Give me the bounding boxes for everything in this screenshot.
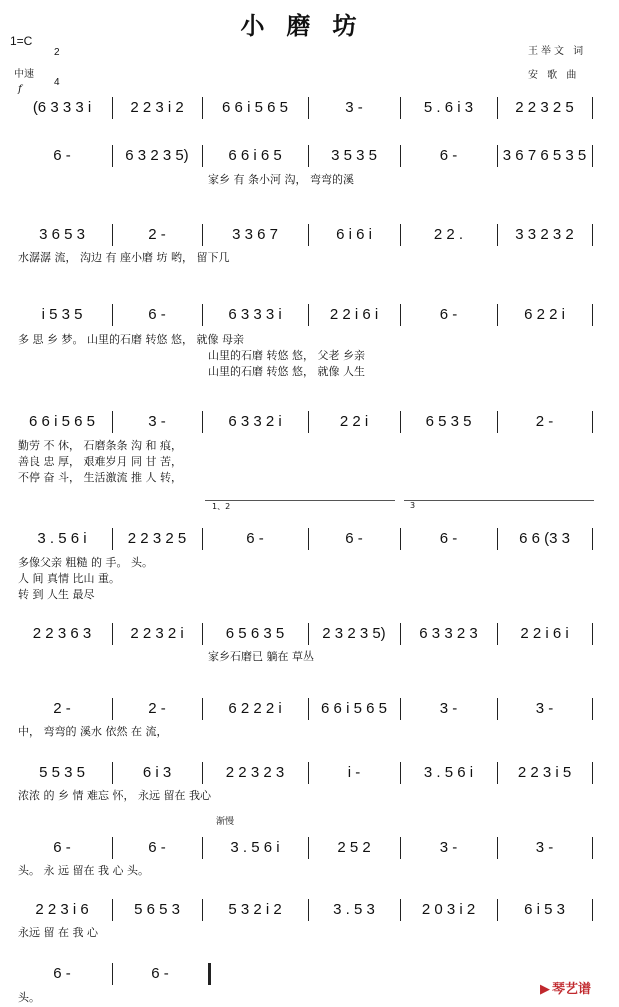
bar-line — [202, 762, 203, 784]
bar-line — [497, 528, 498, 550]
measure: 6 6 (3 3 — [519, 530, 570, 547]
lyric-line: 转 到 人生 最尽 — [18, 588, 95, 601]
time-signature-top: 2 — [54, 47, 60, 58]
measure: 2 3 2 3 5) — [322, 625, 386, 642]
measure: 6 - — [53, 965, 71, 982]
lyric-line: 多像父亲 粗糙 的 手。 头。 — [18, 556, 153, 569]
measure: 5 6 5 3 — [134, 901, 180, 918]
measure: 2 2 3 i 2 — [130, 99, 184, 116]
bar-line — [112, 963, 113, 985]
lyric-line: 山里的石磨 转悠 悠， 父老 乡亲 — [208, 349, 365, 362]
bar-line — [202, 97, 203, 119]
lyric-line: 勤劳 不 休， 石磨条条 沟 和 痕， — [18, 439, 182, 452]
lyric-line: 家乡石磨已 躺在 草丛 — [208, 650, 314, 663]
bar-line — [308, 837, 309, 859]
bar-line — [202, 224, 203, 246]
lyric-line: 水潺潺 流， 沟边 有 座小磨 坊 哟， 留下几 — [18, 251, 230, 264]
measure: 3 - — [535, 839, 554, 856]
measure: 2 2 . — [433, 226, 464, 243]
measure: 2 2 3 2 i — [130, 625, 184, 642]
measure: i 5 3 5 — [41, 306, 83, 323]
bar-line — [112, 304, 113, 326]
measure: 6 - — [148, 839, 166, 856]
lyric-line: 家乡 有 条小河 沟， 弯弯的溪 — [208, 173, 354, 186]
measure: 6 6 i 5 6 5 — [222, 99, 288, 116]
measure: 6 - — [148, 306, 166, 323]
bar-line — [497, 145, 498, 167]
bar-line — [592, 145, 593, 167]
measure: 3 . 5 6 i — [37, 530, 87, 547]
bar-line — [497, 837, 498, 859]
measure: 6 - — [53, 839, 71, 856]
lyric-line: 不停 奋 斗， 生活激流 推 人 转， — [18, 471, 182, 484]
bar-line — [308, 304, 309, 326]
measure: 2 2 3 6 3 — [32, 625, 92, 642]
bar-line — [592, 304, 593, 326]
measure: 5 5 3 5 — [39, 764, 85, 781]
bar-line — [202, 145, 203, 167]
bar-line — [592, 698, 593, 720]
bar-line — [400, 837, 401, 859]
bar-line — [202, 411, 203, 433]
staff-row — [0, 621, 619, 663]
lyric-line: 浓浓 的 乡 情 难忘 怀， 永远 留在 我心 — [18, 789, 211, 802]
bar-line — [308, 623, 309, 645]
bar-line — [592, 411, 593, 433]
measure: i - — [347, 764, 361, 781]
measure: 2 5 2 — [337, 839, 371, 856]
time-signature — [54, 28, 60, 98]
bar-line — [112, 97, 113, 119]
composer-credit: 安 歌 曲 — [528, 70, 580, 81]
bar-line — [497, 762, 498, 784]
lyric-line: 多 思 乡 梦。 山里的石磨 转悠 悠， 就像 母亲 — [18, 333, 244, 346]
lyric-line: 头。 — [18, 991, 40, 1004]
measure: 3 - — [439, 839, 458, 856]
bar-line — [112, 698, 113, 720]
bar-line — [592, 837, 593, 859]
bar-line — [208, 963, 211, 985]
measure: 6 - — [345, 530, 363, 547]
volta-bracket-1 — [205, 500, 395, 501]
measure: 6 5 3 5 — [425, 413, 472, 430]
measure: 5 . 6 i 3 — [423, 99, 474, 116]
measure: 3 - — [345, 99, 363, 116]
measure: 2 0 3 i 2 — [421, 901, 476, 918]
measure: 6 i 5 3 — [524, 901, 565, 918]
bar-line — [497, 623, 498, 645]
measure: 6 2 2 2 i — [228, 700, 282, 717]
staff-row — [0, 143, 619, 186]
measure: 2 2 i 6 i — [520, 625, 569, 642]
measure: 2 2 3 2 5 — [127, 530, 187, 547]
bar-line — [592, 224, 593, 246]
key-signature: 1=C — [10, 34, 33, 48]
bar-line — [400, 411, 401, 433]
volta-3-label: 3 — [410, 501, 416, 510]
staff-row — [0, 835, 619, 877]
bar-line — [112, 411, 113, 433]
bar-line — [400, 762, 401, 784]
measure: 6 3 3 3 i — [228, 306, 282, 323]
measure: 3 - — [148, 413, 166, 430]
bar-line — [592, 623, 593, 645]
lyric-line: 人 间 真情 比山 重。 — [18, 572, 120, 585]
bar-line — [202, 623, 203, 645]
bar-line — [497, 97, 498, 119]
bar-line — [308, 762, 309, 784]
dynamic-marking: f — [18, 84, 22, 95]
bar-line — [202, 304, 203, 326]
measure: 2 - — [53, 700, 71, 717]
measure: 6 - — [439, 147, 458, 164]
bar-line — [592, 899, 593, 921]
bar-line — [202, 528, 203, 550]
staff-row — [0, 222, 619, 264]
measure: 6 3 3 2 3 — [419, 625, 478, 642]
bar-line — [400, 224, 401, 246]
measure: 5 3 2 i 2 — [228, 901, 282, 918]
measure: 3 . 5 3 — [333, 901, 375, 918]
measure: 2 - — [535, 413, 554, 430]
measure: 3 - — [439, 700, 458, 717]
bar-line — [202, 899, 203, 921]
measure: 6 6 i 6 5 — [228, 147, 282, 164]
bar-line — [592, 762, 593, 784]
bar-line — [112, 528, 113, 550]
bar-line — [112, 145, 113, 167]
bar-line — [112, 623, 113, 645]
logo-text: 琴艺谱 — [552, 982, 592, 997]
bar-line — [112, 899, 113, 921]
song-title: 小磨坊 — [240, 12, 379, 40]
bar-line — [400, 304, 401, 326]
measure: 3 3 2 3 2 — [515, 226, 574, 243]
measure: 2 2 3 i 6 — [35, 901, 89, 918]
bar-line — [308, 145, 309, 167]
measure: 3 5 3 5 — [331, 147, 377, 164]
bar-line — [497, 411, 498, 433]
measure: 6 - — [246, 530, 264, 547]
measure: 6 6 i 5 6 5 — [29, 413, 95, 430]
measure: 2 2 i 6 i — [329, 306, 379, 323]
staff-row — [0, 95, 619, 123]
staff-row — [0, 302, 619, 378]
bar-line — [400, 145, 401, 167]
measure: 2 - — [148, 700, 166, 717]
lyricist-credit: 王举文 词 — [528, 46, 587, 57]
volta-1-2-label: 1、2 — [212, 502, 231, 511]
bar-line — [202, 837, 203, 859]
measure: 6 3 2 3 5) — [125, 147, 189, 164]
bar-line — [497, 698, 498, 720]
measure: 6 6 i 5 6 5 — [321, 700, 387, 717]
measure: 3 6 5 3 — [39, 226, 85, 243]
bar-line — [308, 97, 309, 119]
lyric-line: 善良 忠 厚， 艰难岁月 同 甘 苦， — [18, 455, 182, 468]
bar-line — [400, 528, 401, 550]
measure: 6 - — [151, 965, 169, 982]
bar-line — [112, 762, 113, 784]
lyric-line: 头。 永 远 留在 我 心 头。 — [18, 864, 149, 877]
volta-bracket-2 — [404, 500, 594, 501]
staff-row — [0, 760, 619, 802]
bar-line — [112, 837, 113, 859]
measure: 3 . 5 6 i — [230, 839, 280, 856]
site-logo — [540, 978, 591, 997]
measure: 6 3 3 2 i — [228, 413, 282, 430]
expression-mark: 渐慢 — [216, 817, 235, 827]
staff-row — [0, 526, 619, 601]
bar-line — [497, 224, 498, 246]
bar-line — [308, 224, 309, 246]
measure: 2 2 i — [339, 413, 369, 430]
lyric-line: 永远 留 在 我 心 — [18, 926, 98, 939]
bar-line — [308, 528, 309, 550]
measure: 3 - — [535, 700, 554, 717]
bar-line — [308, 899, 309, 921]
time-signature-bottom: 4 — [54, 77, 60, 88]
logo-icon: ▶ — [540, 982, 550, 997]
staff-row — [0, 409, 619, 484]
measure: 6 i 6 i — [336, 226, 372, 243]
measure: 2 2 3 i 5 — [517, 764, 572, 781]
bar-line — [308, 698, 309, 720]
measure: 6 2 2 i — [524, 306, 565, 323]
measure: 6 - — [439, 306, 458, 323]
measure: 3 6 7 6 5 3 5 — [502, 147, 587, 164]
measure: 6 i 3 — [142, 764, 172, 781]
bar-line — [400, 97, 401, 119]
measure: 3 . 5 6 i — [423, 764, 474, 781]
staff-row — [0, 897, 619, 939]
bar-line — [592, 528, 593, 550]
measure: (6 3 3 3 i — [32, 99, 92, 116]
bar-line — [112, 224, 113, 246]
measure: 3 3 6 7 — [232, 226, 278, 243]
bar-line — [202, 698, 203, 720]
measure: 2 2 3 2 3 — [225, 764, 285, 781]
bar-line — [308, 411, 309, 433]
bar-line — [400, 698, 401, 720]
measure: 6 5 6 3 5 — [225, 625, 285, 642]
measure: 6 - — [439, 530, 458, 547]
measure: 6 - — [53, 147, 71, 164]
lyric-line: 山里的石磨 转悠 悠， 就像 人生 — [208, 365, 365, 378]
tempo-marking: 中速 — [14, 69, 34, 80]
staff-row — [0, 696, 619, 738]
bar-line — [592, 97, 593, 119]
bar-line — [497, 304, 498, 326]
measure: 2 2 3 2 5 — [515, 99, 574, 116]
bar-line — [400, 899, 401, 921]
bar-line — [497, 899, 498, 921]
lyric-line: 中， 弯弯的 溪水 依然 在 流， — [18, 725, 168, 738]
measure: 2 - — [148, 226, 166, 243]
bar-line — [400, 623, 401, 645]
